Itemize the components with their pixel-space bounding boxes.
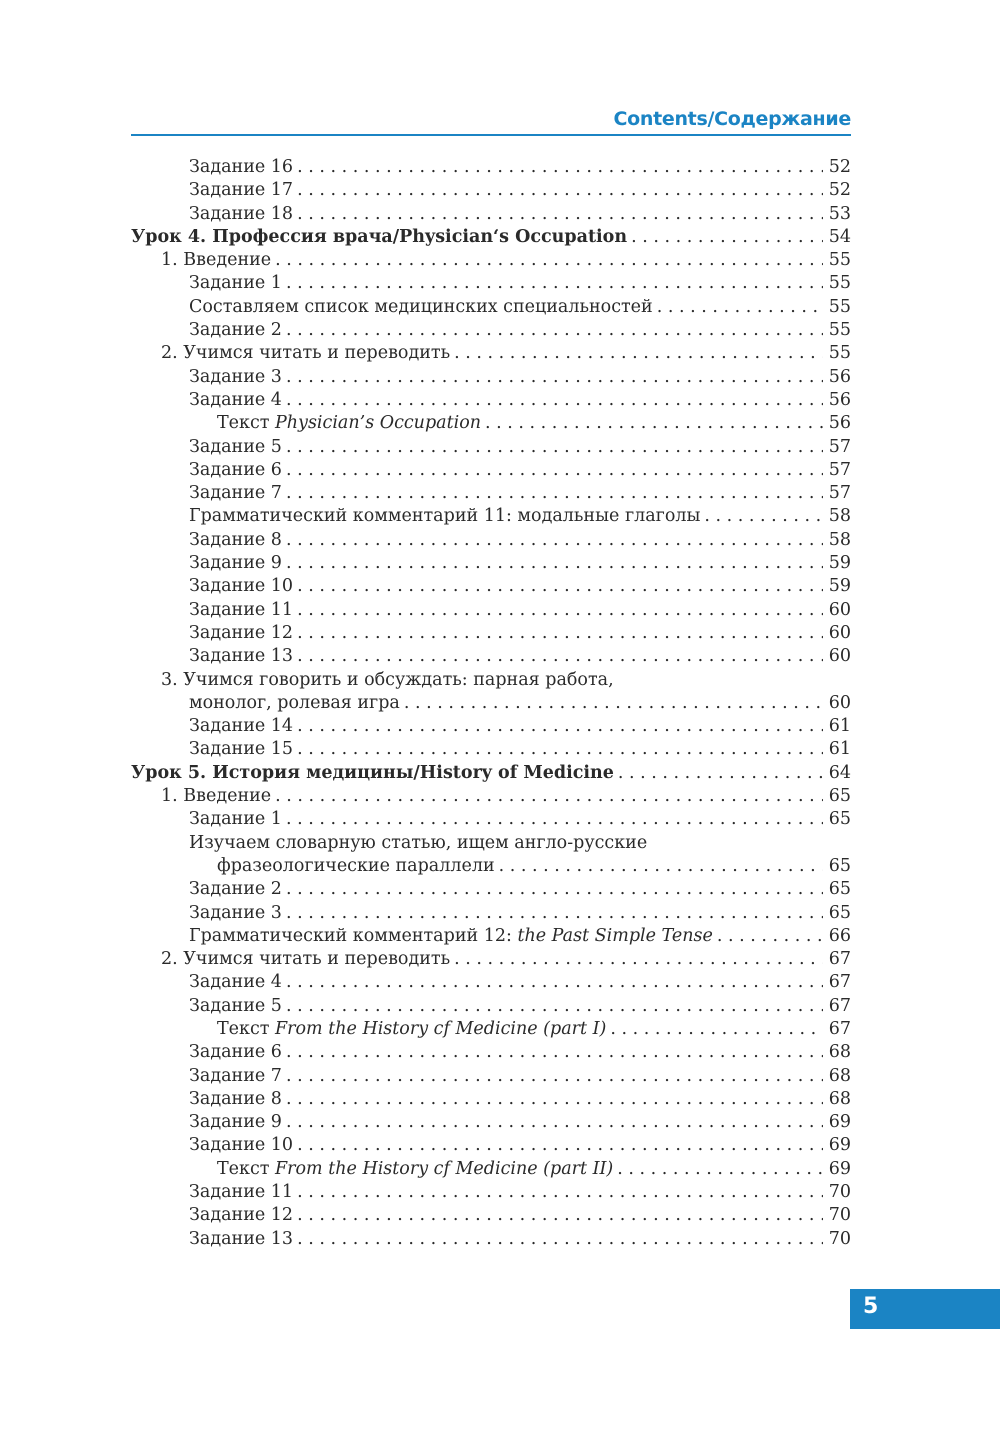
dot-leader	[286, 1065, 823, 1088]
toc-entry-page: 59	[828, 576, 851, 597]
dot-leader	[297, 1204, 823, 1227]
toc-entry-title	[189, 389, 282, 412]
toc-entry-title-text: Задание 11	[189, 599, 294, 620]
toc-entry-page: 69	[828, 1158, 851, 1179]
dot-leader	[286, 389, 823, 412]
dot-leader	[286, 366, 823, 389]
toc-entry-title	[189, 995, 282, 1018]
toc-entry-page: 66	[828, 925, 851, 946]
toc-entry-title	[189, 436, 282, 459]
toc-entry-title-text: Задание 1	[189, 809, 282, 830]
toc-entry-title	[189, 878, 282, 901]
toc-entry-title-text: Задание 9	[189, 1112, 282, 1133]
dot-leader	[297, 599, 823, 622]
dot-leader	[485, 412, 823, 435]
toc-entry-title	[189, 575, 293, 598]
toc-entry-title-text: Задание 17	[189, 180, 294, 201]
dot-leader	[297, 203, 823, 226]
toc-entry	[131, 575, 851, 598]
toc-entry	[131, 785, 851, 808]
toc-entry-page: 61	[828, 739, 851, 760]
toc-entry-title	[189, 366, 282, 389]
toc-entry-page: 68	[828, 1042, 851, 1063]
dot-leader	[297, 179, 823, 202]
toc-entry-page: 70	[828, 1228, 851, 1249]
toc-entry	[131, 529, 851, 552]
toc-entry-title-text: Задание 6	[189, 1042, 282, 1063]
toc-entry-title-text: Задание 11	[189, 1182, 294, 1203]
toc-entry-page: 61	[828, 716, 851, 737]
toc-entry	[131, 878, 851, 901]
dot-leader	[286, 482, 823, 505]
toc-entry-title	[161, 669, 614, 692]
toc-entry	[131, 412, 851, 435]
toc-entry-title-text: 1. Введение	[161, 786, 272, 807]
toc-entry	[131, 179, 851, 202]
toc-entry-title	[189, 902, 282, 925]
toc-entry	[131, 203, 851, 226]
toc-entry-title	[189, 156, 293, 179]
toc-entry-title	[189, 1134, 293, 1157]
toc-entry	[131, 389, 851, 412]
toc-entry-title-text: Задание 13	[189, 646, 294, 667]
toc-entry	[131, 1041, 851, 1064]
toc-entry-title-text: Задание 10	[189, 1135, 294, 1156]
toc-entry-title-text: 2. Учимся читать и переводить	[161, 949, 451, 970]
toc-entry-title-text: Грамматический комментарий 12:	[189, 925, 518, 946]
toc-entry-title-text: Задание 5	[189, 436, 282, 457]
toc-entry-title	[189, 482, 282, 505]
dot-leader	[286, 878, 823, 901]
dot-leader	[297, 645, 823, 668]
toc-entry	[131, 855, 851, 878]
toc-entry	[131, 738, 851, 761]
toc-entry	[131, 948, 851, 971]
toc-entry-title	[189, 808, 282, 831]
toc-entry	[131, 925, 851, 948]
toc-entry	[131, 459, 851, 482]
toc-entry-title	[217, 1018, 606, 1041]
dot-leader	[454, 948, 823, 971]
toc-entry-page: 65	[828, 879, 851, 900]
table-of-contents	[131, 156, 851, 1251]
toc-entry-title-text: Текст	[217, 1018, 276, 1039]
toc-entry-title-text: Текст	[217, 1158, 276, 1179]
toc-entry	[131, 436, 851, 459]
toc-entry-title-text: Задание 12	[189, 1205, 294, 1226]
toc-entry-page: 58	[828, 506, 851, 527]
toc-entry-title	[217, 855, 495, 878]
toc-entry-title-text: Задание 2	[189, 879, 282, 900]
header-title: Contents/Содержание	[613, 108, 851, 130]
toc-entry-page: 56	[828, 413, 851, 434]
dot-leader	[286, 971, 823, 994]
dot-leader	[297, 622, 823, 645]
page-number: 5	[863, 1294, 879, 1319]
dot-leader	[297, 715, 823, 738]
dot-leader	[631, 226, 823, 249]
toc-entry-page: 56	[828, 366, 851, 387]
toc-entry-page: 68	[828, 1088, 851, 1109]
toc-entry-title	[189, 529, 282, 552]
toc-entry-page: 60	[828, 599, 851, 620]
toc-entry-page: 53	[828, 203, 851, 224]
toc-entry-title-text: Урок 4. Профессия врача/Physician‘s Occupation	[131, 226, 628, 247]
toc-entry-page: 59	[828, 553, 851, 574]
toc-entry-title-italic: From the History cf Medicine (part I)	[275, 1018, 607, 1039]
dot-leader	[499, 855, 823, 878]
toc-entry	[131, 552, 851, 575]
toc-entry-title-text: Задание 13	[189, 1228, 294, 1249]
toc-entry-title-italic: Physician’s Occupation	[275, 413, 482, 434]
toc-entry-title	[189, 296, 653, 319]
dot-leader	[618, 762, 823, 785]
dot-leader	[286, 272, 823, 295]
toc-entry-title-text: Задание 7	[189, 1065, 282, 1086]
toc-entry-page: 69	[828, 1135, 851, 1156]
toc-entry-page: 55	[828, 296, 851, 317]
toc-entry-title	[189, 272, 282, 295]
toc-entry-title-text: Задание 2	[189, 320, 282, 341]
toc-entry	[131, 645, 851, 668]
dot-leader	[617, 1158, 823, 1181]
toc-entry-title	[189, 179, 293, 202]
toc-entry-title-text: Грамматический комментарий 11: модальные глаголы	[189, 506, 701, 527]
toc-entry-title-text: Задание 14	[189, 716, 294, 737]
toc-entry-title	[189, 925, 713, 948]
toc-entry-title-italic: the Past Simple Tense	[517, 925, 713, 946]
toc-entry-title-text: Задание 8	[189, 1088, 282, 1109]
toc-entry-title-text: 3. Учимся говорить и обсуждать: парная работа,	[161, 669, 614, 690]
toc-entry	[131, 622, 851, 645]
toc-entry-title	[189, 1111, 282, 1134]
dot-leader	[297, 575, 823, 598]
toc-entry	[131, 1158, 851, 1181]
toc-entry-title-text: Текст	[217, 413, 276, 434]
toc-entry	[131, 995, 851, 1018]
toc-entry-page: 65	[828, 786, 851, 807]
toc-entry-title-text: Задание 15	[189, 739, 294, 760]
toc-entry-title	[189, 645, 293, 668]
toc-entry-title	[189, 715, 293, 738]
toc-entry	[131, 1181, 851, 1204]
toc-entry-title-text: Задание 8	[189, 529, 282, 550]
toc-entry-page: 67	[828, 949, 851, 970]
dot-leader	[610, 1018, 823, 1041]
dot-leader	[286, 995, 823, 1018]
toc-entry-title	[189, 832, 647, 855]
toc-entry-page: 57	[828, 483, 851, 504]
toc-entry-title	[189, 622, 293, 645]
toc-entry-page: 55	[828, 320, 851, 341]
dot-leader	[454, 342, 823, 365]
toc-entry	[131, 1065, 851, 1088]
dot-leader	[297, 1228, 823, 1251]
toc-entry-page: 67	[828, 995, 851, 1016]
toc-entry-title-text: Задание 3	[189, 902, 282, 923]
dot-leader	[404, 692, 823, 715]
toc-entry-title	[189, 692, 400, 715]
toc-entry	[131, 1134, 851, 1157]
toc-entry-title-text: Задание 12	[189, 622, 294, 643]
dot-leader	[286, 319, 823, 342]
toc-entry-page: 69	[828, 1112, 851, 1133]
toc-entry-title	[217, 1158, 613, 1181]
toc-entry	[131, 366, 851, 389]
toc-entry-title	[131, 226, 627, 249]
toc-entry	[131, 669, 851, 692]
toc-entry-page: 67	[828, 1018, 851, 1039]
toc-entry-title-text: монолог, ролевая игра	[189, 692, 400, 713]
toc-entry-title-text: 1. Введение	[161, 250, 272, 271]
dot-leader	[704, 505, 823, 528]
toc-entry-page: 65	[828, 902, 851, 923]
toc-entry	[131, 1228, 851, 1251]
dot-leader	[286, 436, 823, 459]
toc-entry-page: 67	[828, 972, 851, 993]
dot-leader	[286, 1111, 823, 1134]
toc-entry-title	[189, 1204, 293, 1227]
toc-entry-page: 55	[828, 273, 851, 294]
toc-entry	[131, 1111, 851, 1134]
toc-entry-page: 58	[828, 529, 851, 550]
toc-entry	[131, 505, 851, 528]
toc-entry	[131, 1018, 851, 1041]
toc-entry-page: 55	[828, 250, 851, 271]
toc-entry-page: 64	[828, 762, 851, 783]
toc-entry-page: 60	[828, 622, 851, 643]
dot-leader	[717, 925, 823, 948]
toc-entry	[131, 599, 851, 622]
toc-entry-title-text: Урок 5. История медицины/History of Medicine	[131, 762, 614, 783]
toc-entry-title	[189, 1065, 282, 1088]
toc-entry-title	[161, 249, 271, 272]
toc-entry	[131, 762, 851, 785]
toc-entry	[131, 808, 851, 831]
toc-entry	[131, 342, 851, 365]
toc-entry-title-text: Задание 9	[189, 553, 282, 574]
dot-leader	[297, 1181, 823, 1204]
toc-entry-title	[189, 1181, 293, 1204]
toc-entry-title	[161, 785, 271, 808]
toc-entry-page: 65	[828, 809, 851, 830]
dot-leader	[286, 1088, 823, 1111]
toc-entry-title-text: Задание 3	[189, 366, 282, 387]
toc-entry	[131, 971, 851, 994]
toc-entry	[131, 482, 851, 505]
toc-entry-page: 65	[828, 855, 851, 876]
toc-entry-title	[189, 203, 293, 226]
dot-leader	[286, 459, 823, 482]
dot-leader	[286, 1041, 823, 1064]
toc-entry	[131, 1204, 851, 1227]
toc-entry-title	[161, 342, 450, 365]
toc-entry	[131, 226, 851, 249]
toc-entry-title	[189, 738, 293, 761]
header-rule	[131, 134, 851, 136]
dot-leader	[297, 738, 823, 761]
toc-entry-title	[189, 1088, 282, 1111]
dot-leader	[286, 529, 823, 552]
toc-entry	[131, 692, 851, 715]
toc-entry-title	[189, 1041, 282, 1064]
dot-leader	[275, 785, 823, 808]
dot-leader	[297, 156, 823, 179]
toc-entry-page: 52	[828, 157, 851, 177]
toc-entry-page: 60	[828, 646, 851, 667]
toc-entry	[131, 156, 851, 179]
toc-entry-title-text: Задание 4	[189, 972, 282, 993]
toc-entry	[131, 832, 851, 855]
page-number-tab	[850, 1289, 1000, 1329]
toc-entry-title-text: Изучаем словарную статью, ищем англо-русские	[189, 832, 648, 853]
toc-entry-title	[189, 1228, 293, 1251]
toc-entry-page: 54	[828, 226, 851, 247]
toc-entry-title-text: фразеологические параллели	[217, 855, 495, 876]
toc-entry-title	[189, 319, 282, 342]
toc-entry-title-text: Задание 1	[189, 273, 282, 294]
toc-entry-title-text: Задание 10	[189, 576, 294, 597]
toc-entry-page: 57	[828, 436, 851, 457]
toc-entry-page: 55	[828, 343, 851, 364]
dot-leader	[286, 902, 823, 925]
toc-entry-title-text: Задание 4	[189, 389, 282, 410]
toc-entry-title	[189, 505, 700, 528]
toc-entry	[131, 249, 851, 272]
toc-entry	[131, 319, 851, 342]
toc-entry-title-text: Задание 6	[189, 459, 282, 480]
toc-entry-title-text: Задание 16	[189, 157, 294, 177]
toc-entry-title	[131, 762, 614, 785]
toc-entry-page: 60	[828, 692, 851, 713]
toc-entry	[131, 902, 851, 925]
toc-entry-title-italic: From the History cf Medicine (part II)	[275, 1158, 614, 1179]
toc-entry-title-text: Задание 5	[189, 995, 282, 1016]
dot-leader	[275, 249, 823, 272]
toc-entry	[131, 715, 851, 738]
dot-leader	[297, 1134, 823, 1157]
toc-entry	[131, 296, 851, 319]
toc-entry-title	[189, 599, 293, 622]
toc-entry	[131, 1088, 851, 1111]
toc-entry-title-text: Задание 18	[189, 203, 294, 224]
toc-entry-title	[217, 412, 481, 435]
dot-leader	[286, 808, 823, 831]
toc-entry-page: 56	[828, 389, 851, 410]
toc-entry-title-text: 2. Учимся читать и переводить	[161, 343, 451, 364]
toc-entry-title	[189, 971, 282, 994]
toc-entry	[131, 272, 851, 295]
toc-entry-title-text: Составляем список медицинских специальностей	[189, 296, 653, 317]
dot-leader	[286, 552, 823, 575]
toc-entry-page: 70	[828, 1182, 851, 1203]
toc-entry-title-text: Задание 7	[189, 483, 282, 504]
toc-entry-title	[189, 459, 282, 482]
toc-entry-page: 68	[828, 1065, 851, 1086]
toc-entry-title	[189, 552, 282, 575]
dot-leader	[657, 296, 823, 319]
toc-entry-page: 70	[828, 1205, 851, 1226]
toc-entry-page: 52	[828, 180, 851, 201]
toc-entry-title	[161, 948, 450, 971]
toc-entry-page: 57	[828, 459, 851, 480]
